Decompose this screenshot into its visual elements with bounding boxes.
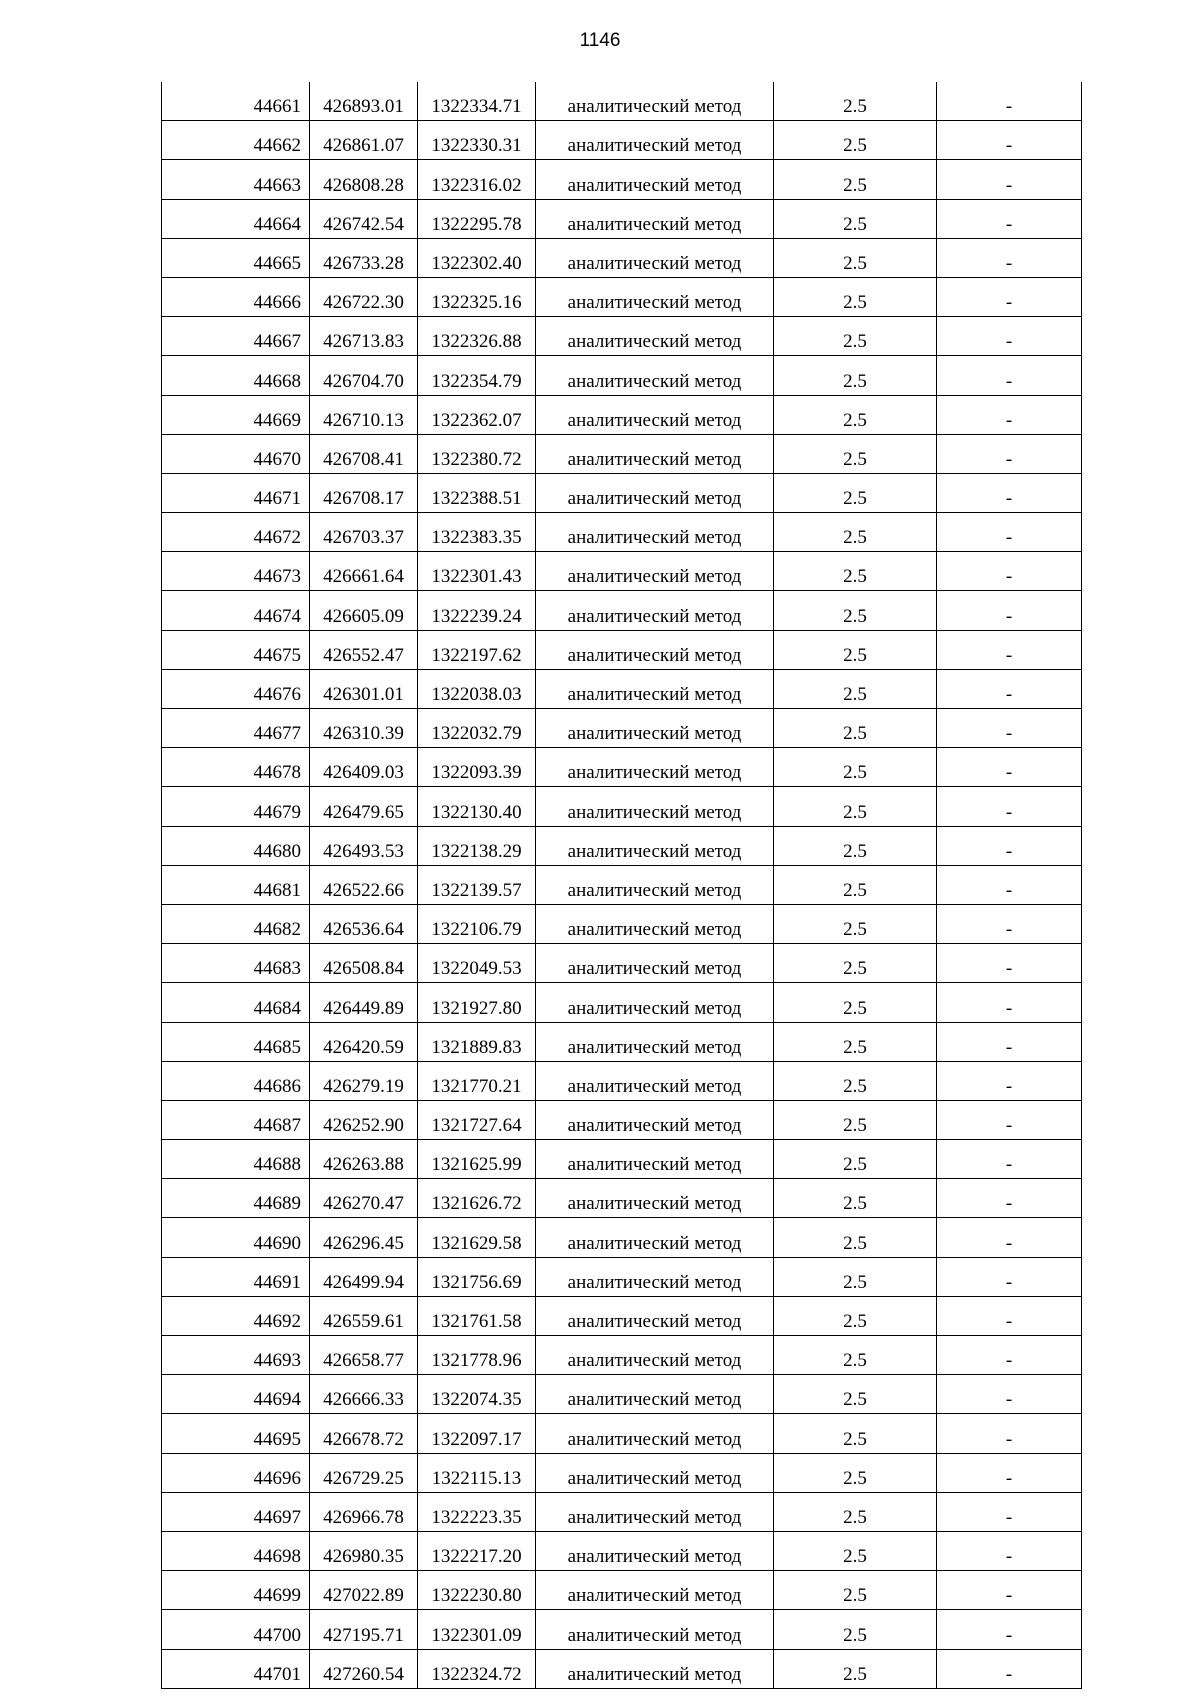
accuracy-cell: 2.5 — [774, 1296, 937, 1335]
note-cell: - — [937, 434, 1082, 473]
accuracy-cell: 2.5 — [774, 1140, 937, 1179]
point-number-cell: 44672 — [162, 513, 310, 552]
note-cell: - — [937, 748, 1082, 787]
coordinates-table-body — [162, 82, 1082, 1688]
table-row — [162, 748, 1082, 787]
accuracy-cell: 2.5 — [774, 983, 937, 1022]
y-coordinate-cell: 1322038.03 — [418, 669, 536, 708]
accuracy-cell: 2.5 — [774, 1649, 937, 1688]
point-number-cell: 44668 — [162, 356, 310, 395]
note-cell: - — [937, 1375, 1082, 1414]
accuracy-cell: 2.5 — [774, 904, 937, 943]
note-cell: - — [937, 395, 1082, 434]
point-number-cell: 44673 — [162, 552, 310, 591]
note-cell: - — [937, 630, 1082, 669]
point-number-cell: 44694 — [162, 1375, 310, 1414]
table-row — [162, 1179, 1082, 1218]
y-coordinate-cell: 1322326.88 — [418, 317, 536, 356]
accuracy-cell: 2.5 — [774, 591, 937, 630]
y-coordinate-cell: 1322197.62 — [418, 630, 536, 669]
note-cell: - — [937, 356, 1082, 395]
method-cell: аналитический метод — [536, 1414, 774, 1453]
point-number-cell: 44696 — [162, 1453, 310, 1492]
y-coordinate-cell: 1322330.31 — [418, 121, 536, 160]
y-coordinate-cell: 1322097.17 — [418, 1414, 536, 1453]
point-number-cell: 44689 — [162, 1179, 310, 1218]
x-coordinate-cell: 426722.30 — [310, 277, 418, 316]
accuracy-cell: 2.5 — [774, 1022, 937, 1061]
x-coordinate-cell: 426310.39 — [310, 709, 418, 748]
method-cell: аналитический метод — [536, 1061, 774, 1100]
note-cell: - — [937, 787, 1082, 826]
table-row — [162, 199, 1082, 238]
method-cell: аналитический метод — [536, 160, 774, 199]
x-coordinate-cell: 426861.07 — [310, 121, 418, 160]
point-number-cell: 44671 — [162, 473, 310, 512]
y-coordinate-cell: 1322074.35 — [418, 1375, 536, 1414]
x-coordinate-cell: 426966.78 — [310, 1492, 418, 1531]
method-cell: аналитический метод — [536, 591, 774, 630]
y-coordinate-cell: 1322388.51 — [418, 473, 536, 512]
method-cell: аналитический метод — [536, 199, 774, 238]
y-coordinate-cell: 1322230.80 — [418, 1571, 536, 1610]
note-cell: - — [937, 1453, 1082, 1492]
method-cell: аналитический метод — [536, 1649, 774, 1688]
point-number-cell: 44670 — [162, 434, 310, 473]
table-row — [162, 552, 1082, 591]
y-coordinate-cell: 1322223.35 — [418, 1492, 536, 1531]
note-cell: - — [937, 865, 1082, 904]
accuracy-cell: 2.5 — [774, 1100, 937, 1139]
accuracy-cell: 2.5 — [774, 865, 937, 904]
note-cell: - — [937, 1531, 1082, 1570]
x-coordinate-cell: 427022.89 — [310, 1571, 418, 1610]
accuracy-cell: 2.5 — [774, 1531, 937, 1570]
note-cell: - — [937, 1218, 1082, 1257]
method-cell: аналитический метод — [536, 82, 774, 121]
table-row — [162, 1022, 1082, 1061]
accuracy-cell: 2.5 — [774, 1453, 937, 1492]
point-number-cell: 44684 — [162, 983, 310, 1022]
y-coordinate-cell: 1322049.53 — [418, 944, 536, 983]
y-coordinate-cell: 1322301.43 — [418, 552, 536, 591]
x-coordinate-cell: 427260.54 — [310, 1649, 418, 1688]
point-number-cell: 44677 — [162, 709, 310, 748]
y-coordinate-cell: 1321927.80 — [418, 983, 536, 1022]
y-coordinate-cell: 1322138.29 — [418, 826, 536, 865]
table-row — [162, 591, 1082, 630]
point-number-cell: 44691 — [162, 1257, 310, 1296]
x-coordinate-cell: 426263.88 — [310, 1140, 418, 1179]
point-number-cell: 44665 — [162, 238, 310, 277]
x-coordinate-cell: 426296.45 — [310, 1218, 418, 1257]
table-row — [162, 1649, 1082, 1688]
x-coordinate-cell: 426499.94 — [310, 1257, 418, 1296]
accuracy-cell: 2.5 — [774, 787, 937, 826]
x-coordinate-cell: 426508.84 — [310, 944, 418, 983]
x-coordinate-cell: 426661.64 — [310, 552, 418, 591]
point-number-cell: 44680 — [162, 826, 310, 865]
y-coordinate-cell: 1321756.69 — [418, 1257, 536, 1296]
x-coordinate-cell: 426678.72 — [310, 1414, 418, 1453]
note-cell: - — [937, 1296, 1082, 1335]
method-cell: аналитический метод — [536, 1492, 774, 1531]
y-coordinate-cell: 1322334.71 — [418, 82, 536, 121]
method-cell: аналитический метод — [536, 1375, 774, 1414]
note-cell: - — [937, 1022, 1082, 1061]
y-coordinate-cell: 1322130.40 — [418, 787, 536, 826]
y-coordinate-cell: 1322217.20 — [418, 1531, 536, 1570]
x-coordinate-cell: 426729.25 — [310, 1453, 418, 1492]
table-row — [162, 787, 1082, 826]
table-row — [162, 513, 1082, 552]
point-number-cell: 44686 — [162, 1061, 310, 1100]
point-number-cell: 44681 — [162, 865, 310, 904]
table-row — [162, 1375, 1082, 1414]
note-cell: - — [937, 1179, 1082, 1218]
note-cell: - — [937, 669, 1082, 708]
x-coordinate-cell: 426742.54 — [310, 199, 418, 238]
accuracy-cell: 2.5 — [774, 669, 937, 708]
y-coordinate-cell: 1322139.57 — [418, 865, 536, 904]
note-cell: - — [937, 1257, 1082, 1296]
y-coordinate-cell: 1322383.35 — [418, 513, 536, 552]
method-cell: аналитический метод — [536, 1336, 774, 1375]
note-cell: - — [937, 1336, 1082, 1375]
x-coordinate-cell: 426252.90 — [310, 1100, 418, 1139]
x-coordinate-cell: 427195.71 — [310, 1610, 418, 1649]
point-number-cell: 44679 — [162, 787, 310, 826]
y-coordinate-cell: 1322324.72 — [418, 1649, 536, 1688]
note-cell: - — [937, 82, 1082, 121]
table-row — [162, 1610, 1082, 1649]
note-cell: - — [937, 121, 1082, 160]
table-row — [162, 983, 1082, 1022]
table-row — [162, 709, 1082, 748]
table-row — [162, 944, 1082, 983]
accuracy-cell: 2.5 — [774, 356, 937, 395]
accuracy-cell: 2.5 — [774, 199, 937, 238]
table-row — [162, 1218, 1082, 1257]
accuracy-cell: 2.5 — [774, 513, 937, 552]
table-row — [162, 865, 1082, 904]
note-cell: - — [937, 709, 1082, 748]
y-coordinate-cell: 1322325.16 — [418, 277, 536, 316]
method-cell: аналитический метод — [536, 473, 774, 512]
note-cell: - — [937, 238, 1082, 277]
table-row — [162, 1140, 1082, 1179]
note-cell: - — [937, 552, 1082, 591]
method-cell: аналитический метод — [536, 944, 774, 983]
note-cell: - — [937, 277, 1082, 316]
point-number-cell: 44678 — [162, 748, 310, 787]
method-cell: аналитический метод — [536, 630, 774, 669]
point-number-cell: 44675 — [162, 630, 310, 669]
method-cell: аналитический метод — [536, 395, 774, 434]
x-coordinate-cell: 426666.33 — [310, 1375, 418, 1414]
accuracy-cell: 2.5 — [774, 1492, 937, 1531]
note-cell: - — [937, 1061, 1082, 1100]
point-number-cell: 44663 — [162, 160, 310, 199]
method-cell: аналитический метод — [536, 904, 774, 943]
y-coordinate-cell: 1322362.07 — [418, 395, 536, 434]
x-coordinate-cell: 426479.65 — [310, 787, 418, 826]
point-number-cell: 44683 — [162, 944, 310, 983]
x-coordinate-cell: 426605.09 — [310, 591, 418, 630]
x-coordinate-cell: 426493.53 — [310, 826, 418, 865]
x-coordinate-cell: 426733.28 — [310, 238, 418, 277]
x-coordinate-cell: 426980.35 — [310, 1531, 418, 1570]
method-cell: аналитический метод — [536, 1571, 774, 1610]
note-cell: - — [937, 199, 1082, 238]
table-row — [162, 121, 1082, 160]
table-row — [162, 1061, 1082, 1100]
point-number-cell: 44701 — [162, 1649, 310, 1688]
y-coordinate-cell: 1322302.40 — [418, 238, 536, 277]
method-cell: аналитический метод — [536, 434, 774, 473]
method-cell: аналитический метод — [536, 1179, 774, 1218]
method-cell: аналитический метод — [536, 1610, 774, 1649]
method-cell: аналитический метод — [536, 1100, 774, 1139]
table-row — [162, 630, 1082, 669]
table-row — [162, 317, 1082, 356]
y-coordinate-cell: 1322380.72 — [418, 434, 536, 473]
table-row — [162, 395, 1082, 434]
note-cell: - — [937, 904, 1082, 943]
y-coordinate-cell: 1321625.99 — [418, 1140, 536, 1179]
method-cell: аналитический метод — [536, 826, 774, 865]
accuracy-cell: 2.5 — [774, 1061, 937, 1100]
y-coordinate-cell: 1321889.83 — [418, 1022, 536, 1061]
accuracy-cell: 2.5 — [774, 1179, 937, 1218]
note-cell: - — [937, 1492, 1082, 1531]
x-coordinate-cell: 426708.17 — [310, 473, 418, 512]
y-coordinate-cell: 1321770.21 — [418, 1061, 536, 1100]
note-cell: - — [937, 983, 1082, 1022]
note-cell: - — [937, 317, 1082, 356]
point-number-cell: 44688 — [162, 1140, 310, 1179]
point-number-cell: 44664 — [162, 199, 310, 238]
x-coordinate-cell: 426710.13 — [310, 395, 418, 434]
note-cell: - — [937, 944, 1082, 983]
point-number-cell: 44695 — [162, 1414, 310, 1453]
x-coordinate-cell: 426708.41 — [310, 434, 418, 473]
accuracy-cell: 2.5 — [774, 1414, 937, 1453]
point-number-cell: 44690 — [162, 1218, 310, 1257]
accuracy-cell: 2.5 — [774, 552, 937, 591]
accuracy-cell: 2.5 — [774, 826, 937, 865]
note-cell: - — [937, 160, 1082, 199]
x-coordinate-cell: 426270.47 — [310, 1179, 418, 1218]
method-cell: аналитический метод — [536, 1218, 774, 1257]
note-cell: - — [937, 1610, 1082, 1649]
point-number-cell: 44682 — [162, 904, 310, 943]
method-cell: аналитический метод — [536, 238, 774, 277]
table-row — [162, 1531, 1082, 1570]
note-cell: - — [937, 1140, 1082, 1179]
point-number-cell: 44700 — [162, 1610, 310, 1649]
method-cell: аналитический метод — [536, 1022, 774, 1061]
table-row — [162, 473, 1082, 512]
method-cell: аналитический метод — [536, 1257, 774, 1296]
x-coordinate-cell: 426301.01 — [310, 669, 418, 708]
accuracy-cell: 2.5 — [774, 434, 937, 473]
method-cell: аналитический метод — [536, 1296, 774, 1335]
accuracy-cell: 2.5 — [774, 121, 937, 160]
accuracy-cell: 2.5 — [774, 1610, 937, 1649]
method-cell: аналитический метод — [536, 513, 774, 552]
accuracy-cell: 2.5 — [774, 1218, 937, 1257]
point-number-cell: 44692 — [162, 1296, 310, 1335]
x-coordinate-cell: 426409.03 — [310, 748, 418, 787]
method-cell: аналитический метод — [536, 356, 774, 395]
point-number-cell: 44685 — [162, 1022, 310, 1061]
table-row — [162, 904, 1082, 943]
method-cell: аналитический метод — [536, 669, 774, 708]
note-cell: - — [937, 1649, 1082, 1688]
accuracy-cell: 2.5 — [774, 1375, 937, 1414]
table-row — [162, 434, 1082, 473]
point-number-cell: 44697 — [162, 1492, 310, 1531]
method-cell: аналитический метод — [536, 1140, 774, 1179]
accuracy-cell: 2.5 — [774, 238, 937, 277]
x-coordinate-cell: 426449.89 — [310, 983, 418, 1022]
table-row — [162, 1296, 1082, 1335]
note-cell: - — [937, 591, 1082, 630]
point-number-cell: 44669 — [162, 395, 310, 434]
note-cell: - — [937, 1571, 1082, 1610]
method-cell: аналитический метод — [536, 1453, 774, 1492]
x-coordinate-cell: 426703.37 — [310, 513, 418, 552]
table-row — [162, 1492, 1082, 1531]
note-cell: - — [937, 513, 1082, 552]
point-number-cell: 44693 — [162, 1336, 310, 1375]
accuracy-cell: 2.5 — [774, 748, 937, 787]
table-row — [162, 356, 1082, 395]
table-row — [162, 1336, 1082, 1375]
page-number: 1146 — [579, 30, 621, 51]
accuracy-cell: 2.5 — [774, 1571, 937, 1610]
accuracy-cell: 2.5 — [774, 395, 937, 434]
x-coordinate-cell: 426559.61 — [310, 1296, 418, 1335]
point-number-cell: 44667 — [162, 317, 310, 356]
coordinates-table — [161, 82, 1082, 1689]
x-coordinate-cell: 426808.28 — [310, 160, 418, 199]
method-cell: аналитический метод — [536, 277, 774, 316]
note-cell: - — [937, 826, 1082, 865]
accuracy-cell: 2.5 — [774, 473, 937, 512]
accuracy-cell: 2.5 — [774, 630, 937, 669]
accuracy-cell: 2.5 — [774, 944, 937, 983]
y-coordinate-cell: 1322093.39 — [418, 748, 536, 787]
table-row — [162, 277, 1082, 316]
y-coordinate-cell: 1321778.96 — [418, 1336, 536, 1375]
method-cell: аналитический метод — [536, 121, 774, 160]
table-row — [162, 238, 1082, 277]
table-row — [162, 1414, 1082, 1453]
table-row — [162, 160, 1082, 199]
note-cell: - — [937, 473, 1082, 512]
y-coordinate-cell: 1322295.78 — [418, 199, 536, 238]
x-coordinate-cell: 426420.59 — [310, 1022, 418, 1061]
y-coordinate-cell: 1322354.79 — [418, 356, 536, 395]
y-coordinate-cell: 1322316.02 — [418, 160, 536, 199]
accuracy-cell: 2.5 — [774, 1336, 937, 1375]
method-cell: аналитический метод — [536, 1531, 774, 1570]
note-cell: - — [937, 1414, 1082, 1453]
method-cell: аналитический метод — [536, 317, 774, 356]
y-coordinate-cell: 1321626.72 — [418, 1179, 536, 1218]
y-coordinate-cell: 1322239.24 — [418, 591, 536, 630]
x-coordinate-cell: 426704.70 — [310, 356, 418, 395]
method-cell: аналитический метод — [536, 748, 774, 787]
point-number-cell: 44674 — [162, 591, 310, 630]
method-cell: аналитический метод — [536, 787, 774, 826]
accuracy-cell: 2.5 — [774, 709, 937, 748]
x-coordinate-cell: 426536.64 — [310, 904, 418, 943]
table-row — [162, 1571, 1082, 1610]
table-row — [162, 1100, 1082, 1139]
point-number-cell: 44698 — [162, 1531, 310, 1570]
point-number-cell: 44676 — [162, 669, 310, 708]
table-row — [162, 1453, 1082, 1492]
method-cell: аналитический метод — [536, 709, 774, 748]
point-number-cell: 44661 — [162, 82, 310, 121]
y-coordinate-cell: 1322106.79 — [418, 904, 536, 943]
y-coordinate-cell: 1322301.09 — [418, 1610, 536, 1649]
note-cell: - — [937, 1100, 1082, 1139]
method-cell: аналитический метод — [536, 983, 774, 1022]
accuracy-cell: 2.5 — [774, 277, 937, 316]
x-coordinate-cell: 426279.19 — [310, 1061, 418, 1100]
y-coordinate-cell: 1321629.58 — [418, 1218, 536, 1257]
y-coordinate-cell: 1322032.79 — [418, 709, 536, 748]
table-row — [162, 669, 1082, 708]
table-row — [162, 1257, 1082, 1296]
table-row — [162, 82, 1082, 121]
y-coordinate-cell: 1322115.13 — [418, 1453, 536, 1492]
y-coordinate-cell: 1321761.58 — [418, 1296, 536, 1335]
method-cell: аналитический метод — [536, 865, 774, 904]
accuracy-cell: 2.5 — [774, 317, 937, 356]
accuracy-cell: 2.5 — [774, 82, 937, 121]
y-coordinate-cell: 1321727.64 — [418, 1100, 536, 1139]
method-cell: аналитический метод — [536, 552, 774, 591]
point-number-cell: 44699 — [162, 1571, 310, 1610]
table-row — [162, 826, 1082, 865]
accuracy-cell: 2.5 — [774, 1257, 937, 1296]
x-coordinate-cell: 426713.83 — [310, 317, 418, 356]
point-number-cell: 44666 — [162, 277, 310, 316]
point-number-cell: 44687 — [162, 1100, 310, 1139]
x-coordinate-cell: 426658.77 — [310, 1336, 418, 1375]
point-number-cell: 44662 — [162, 121, 310, 160]
x-coordinate-cell: 426522.66 — [310, 865, 418, 904]
x-coordinate-cell: 426893.01 — [310, 82, 418, 121]
x-coordinate-cell: 426552.47 — [310, 630, 418, 669]
accuracy-cell: 2.5 — [774, 160, 937, 199]
